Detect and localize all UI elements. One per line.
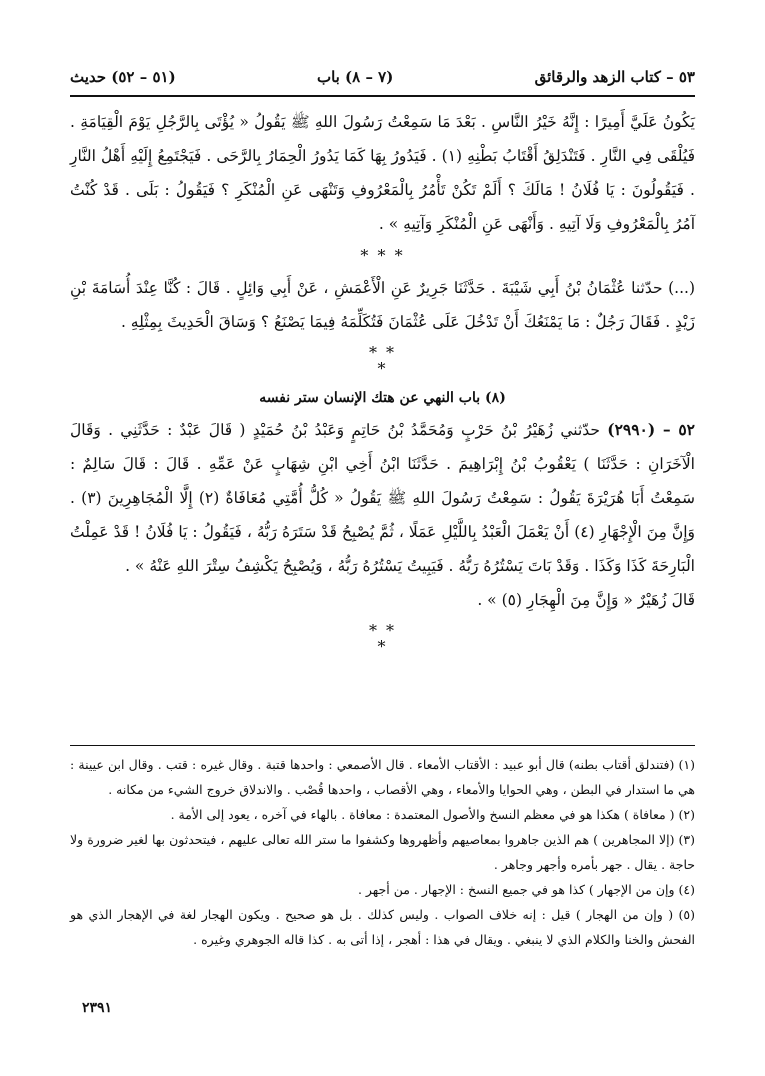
page-number: ٢٣٩١	[82, 1000, 113, 1016]
chapter-heading: (٨) باب النهي عن هتك الإنسان ستر نفسه	[259, 390, 506, 406]
paragraph-1: يَكُونُ عَلَيَّ أَمِيرًا : إِنَّهُ خَيْرُ النَّاسِ . بَعْدَ مَا سَمِعْتُ رَسُولَ اللهِ ﷺ يَقُولُ « يُؤْتَى بِالرَّجُلِ يَوْمَ الْقِيَامَةِ . فَيُلْقَى فِي النَّارِ . فَتَنْدَلِقُ أَقْتَابُ بَطْنِهِ (١) . فَيَدُورُ بِهَا كَمَا يَدُورُ الْحِمَارُ بِالرَّحَى . فَيَجْتَمِعُ إِلَيْهِ أَهْلُ النَّارِ . فَيَقُولُونَ : يَا فُلَانُ ! مَالَكَ ؟ أَلَمْ تَكُنْ تَأْمُرُ بِالْمَعْرُوفِ وَتَنْهَى عَنِ الْمُنْكَرِ ؟ فَيَقُولُ : بَلَى . قَدْ كُنْتُ آمُرُ بِالْمَعْرُوفِ وَلَا آتِيهِ . وَأَنْهَى عَنِ الْمُنْكَرِ وَآتِيهِ » .	[70, 113, 695, 233]
footnote-divider	[70, 745, 695, 746]
separator-stars-3: * * *	[368, 621, 397, 656]
header-page-num: ٥٣	[678, 68, 695, 86]
footnote-2: (٢) ( معافاة ) هكذا هو في معظم النسخ والأصول المعتمدة : معافاة . بالهاء في آخره ، يعود إلى الأمة .	[170, 807, 695, 822]
footnote-1: (١) (فتندلق أقتاب بطنه) قال أبو عبيد : الأقتاب الأمعاء . قال الأصمعي : واحدها قتبة . وقال غيره : قتب . وقال ابن عيينة : هي ما استدار في البطن ، وهي الحوايا والأمعاء ، وهي الأقصاب ، واحدها قُصْب . والاندلاق خروج الشيء من مكانه .	[70, 757, 695, 797]
main-text	[70, 105, 695, 661]
paragraph-3	[70, 413, 695, 583]
footnote-4: (٤) وإن من الإجهار ) كذا هو في جميع النسخ : الإجهار . من أجهر .	[357, 882, 695, 897]
header-right	[535, 68, 695, 86]
footnotes	[70, 752, 695, 952]
paragraph-3-text: حدّثني زُهَيْرُ بْنُ حَرْبٍ وَمُحَمَّدُ بْنُ حَاتِمٍ وَعَبْدُ بْنُ حُمَيْدٍ ( قَالَ عَبْدٌ : حَدَّثَنِي . وَقَالَ الْآخَرَانِ : حَدَّثَنَا ) يَعْقُوبُ بْنُ إِبْرَاهِيمَ . حَدَّثَنَا ابْنُ أَخِي ابْنِ شِهَابٍ عَنْ عَمِّهِ . قَالَ : قَالَ سَالِمٌ : سَمِعْتُ أَبَا هُرَيْرَةَ يَقُولُ : سَمِعْتُ رَسُولَ اللهِ ﷺ يَقُولُ « كُلُّ أُمَّتِي مُعَافَاةٌ (٢) إِلَّا الْمُجَاهِرِينَ (٣) . وَإِنَّ مِنَ الْإِجْهَارِ (٤) أَنْ يَعْمَلَ الْعَبْدُ بِاللَّيْلِ عَمَلًا ، ثُمَّ يُصْبِحُ قَدْ سَتَرَهُ رَبُّهُ ، فَيَقُولُ : يَا فُلَانُ ! قَدْ عَمِلْتُ الْبَارِحَةَ كَذَا وَكَذَا . وَقَدْ بَاتَ يَسْتُرُهُ رَبُّهُ . فَيَبِيتُ يَسْتُرُهُ رَبُّهُ ، وَيُصْبِحُ يَكْشِفُ سِتْرَ اللهِ عَنْهُ » .	[70, 421, 696, 575]
header-divider	[70, 95, 695, 97]
header-chapter-ref: (٧ – ٨) باب	[316, 68, 394, 86]
separator-stars-1: * * *	[360, 246, 405, 265]
header-hadith-ref: (٥١ – ٥٢) حديث	[70, 68, 176, 86]
paragraph-2: (...) حدّثنا عُثْمَانُ بْنُ أَبِي شَيْبَةَ . حَدَّثَنَا جَرِيرٌ عَنِ الْأَعْمَشِ ، عَنْ أَبِي وَائِلٍ . قَالَ : كُنَّا عِنْدَ أُسَامَةَ بْنِ زَيْدٍ . فَقَالَ رَجُلٌ : مَا يَمْنَعُكَ أَنْ تَدْخُلَ عَلَى عُثْمَانَ فَتُكَلِّمَهُ فِيمَا يَصْنَعُ ؟ وَسَاقَ الْحَدِيثَ بِمِثْلِهِ .	[70, 279, 695, 331]
page-header	[70, 60, 695, 94]
paragraph-4: قَالَ زُهَيْرٌ « وَإِنَّ مِنَ الْهِجَارِ (٥) » .	[477, 591, 695, 609]
separator-stars-2: * * *	[368, 343, 397, 378]
footnote-3: (٣) (إلا المجاهرين ) هم الذين جاهروا بمعاصيهم وأظهروها وكشفوا ما ستر الله تعالى عليهم ، فيتحدثون بها لغير ضرورة ولا حاجة . يقال . جهر بأمره وأجهر وجاهر .	[70, 832, 695, 872]
hadith-number: ٥٢ – (٢٩٩٠)	[607, 420, 695, 439]
header-book-title: – كتاب الزهد والرقائق	[534, 68, 674, 86]
footnote-5: (٥) ( وإن من الهجار ) قيل : إنه خلاف الصواب . وليس كذلك . بل هو صحيح . ويكون الهجار لغة في الإهجار الذي هو الفحش والخنا والكلام الذي لا ينبغي . ويقال في هذا : أهجر ، إذا أتى به . كذا قاله الجوهري وغيره .	[70, 907, 695, 947]
